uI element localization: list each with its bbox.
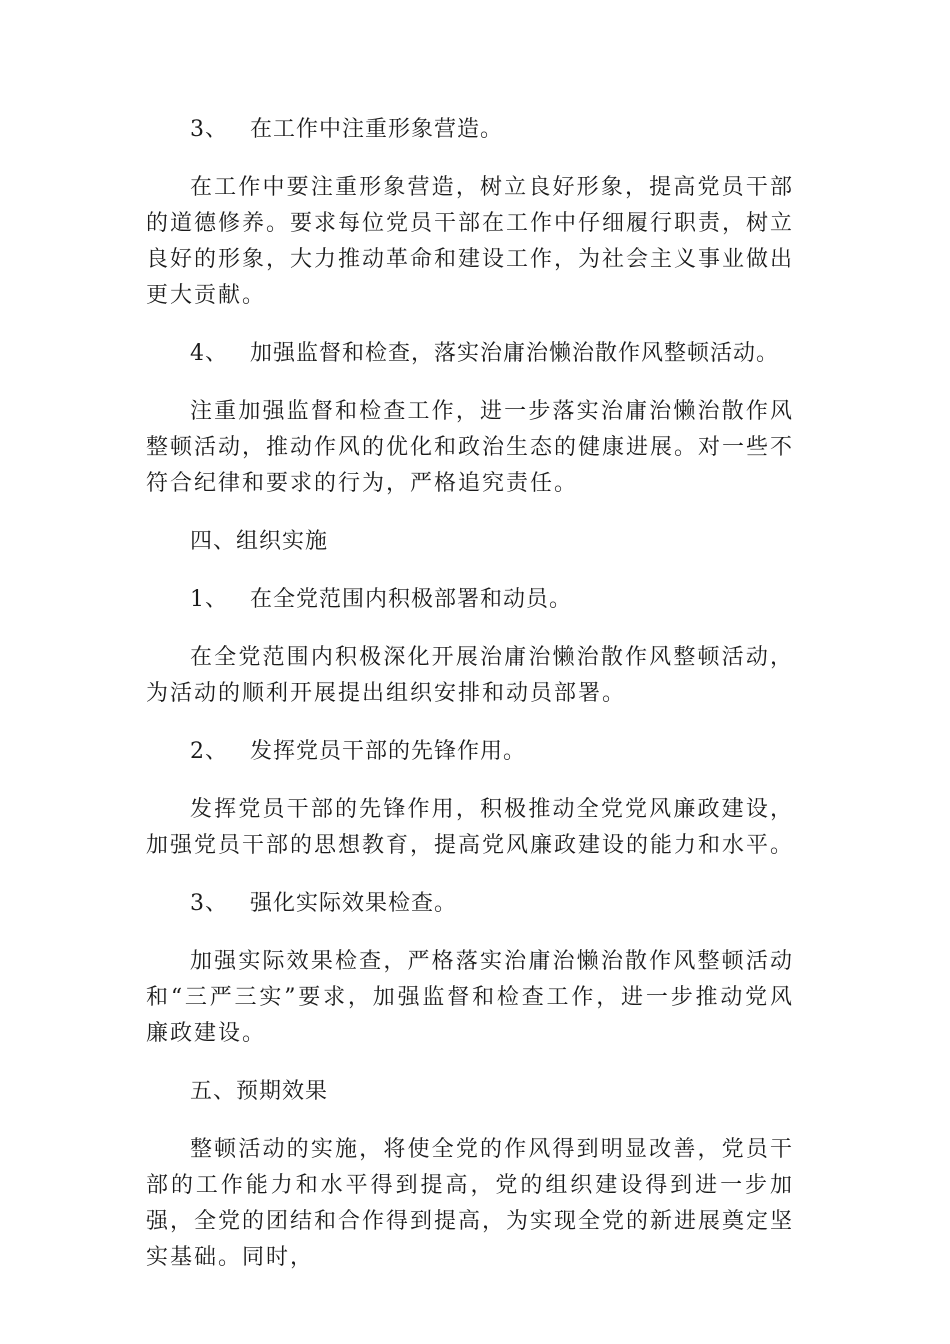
item-title: 强化实际效果检查。 bbox=[250, 891, 458, 916]
paragraph-deploy: 在全党范围内积极深化开展治庸治懒治散作风整顿活动，为活动的顺利开展提出组织安排和动员部署。 bbox=[146, 645, 794, 706]
item-number: 4、 bbox=[190, 341, 228, 366]
item-heading-deploy bbox=[146, 582, 794, 618]
section-heading-implementation: 四、组织实施 bbox=[190, 529, 329, 554]
paragraph-expected-results: 整顿活动的实施，将使全党的作风得到明显改善，党员干部的工作能力和水平得到提高，党的组织建设得到进一步加强，全党的团结和合作得到提高，为实现全党的新进展奠定坚实基础。同时， bbox=[146, 1137, 795, 1270]
paragraph-vanguard: 发挥党员干部的先锋作用，积极推动全党党风廉政建设，加强党员干部的思想教育，提高党风廉政建设的能力和水平。 bbox=[146, 797, 795, 858]
section-heading-expected-results: 五、预期效果 bbox=[190, 1079, 329, 1104]
item-heading-3 bbox=[146, 112, 794, 148]
item-heading-vanguard bbox=[146, 734, 794, 770]
item-title: 发挥党员干部的先锋作用。 bbox=[250, 739, 527, 764]
paragraph-image-building: 在工作中要注重形象营造，树立良好形象，提高党员干部的道德修养。要求每位党员干部在工作中仔细履行职责，树立良好的形象，大力推动革命和建设工作，为社会主义事业做出更大贡献。 bbox=[146, 175, 795, 308]
item-number: 3、 bbox=[190, 891, 228, 916]
item-heading-inspection bbox=[146, 886, 794, 922]
item-number: 1、 bbox=[190, 587, 228, 612]
item-number: 2、 bbox=[190, 739, 228, 764]
paragraph-inspection: 加强实际效果检查，严格落实治庸治懒治散作风整顿活动和“三严三实”要求，加强监督和检查工作，进一步推动党风廉政建设。 bbox=[146, 949, 794, 1046]
item-number: 3、 bbox=[190, 117, 228, 142]
item-title: 加强监督和检查，落实治庸治懒治散作风整顿活动。 bbox=[250, 341, 780, 366]
item-heading-4 bbox=[146, 336, 794, 372]
document-page bbox=[146, 112, 794, 1298]
item-title: 在工作中注重形象营造。 bbox=[250, 117, 504, 142]
paragraph-supervision: 注重加强监督和检查工作，进一步落实治庸治懒治散作风整顿活动，推动作风的优化和政治生态的健康进展。对一些不符合纪律和要求的行为，严格追究责任。 bbox=[146, 399, 795, 496]
item-title: 在全党范围内积极部署和动员。 bbox=[250, 587, 573, 612]
